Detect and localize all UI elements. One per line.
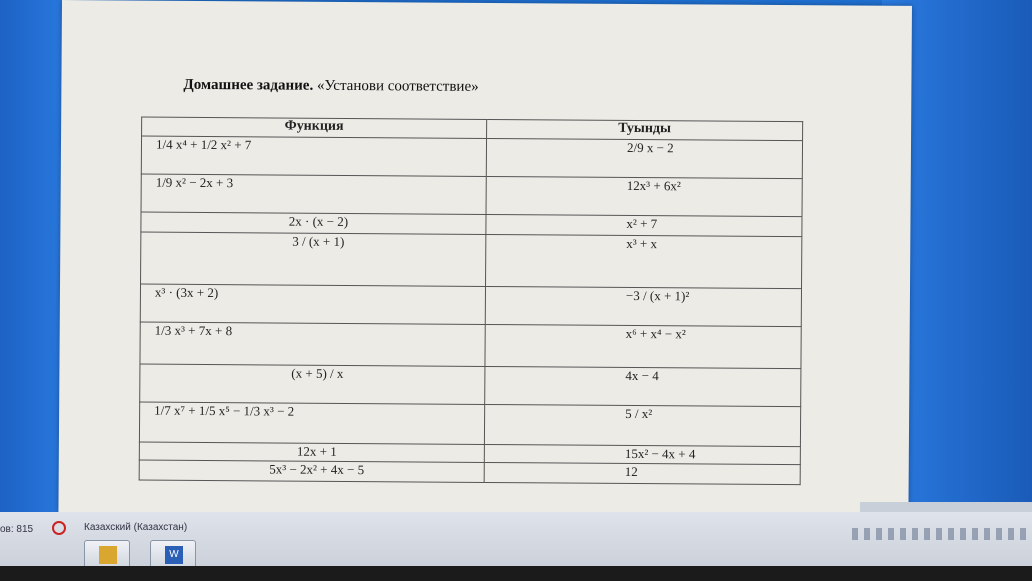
derivative-cell: [484, 444, 800, 464]
derivative-cell: [484, 404, 800, 446]
function-cell: [141, 136, 486, 176]
table-row: [139, 402, 800, 447]
derivative-expression: 12: [624, 463, 638, 480]
derivative-expression: 5 / x²: [625, 405, 653, 422]
table-row: [141, 174, 802, 217]
table-row: [141, 232, 802, 289]
function-cell: [141, 174, 486, 214]
function-expression: 5x³ − 2x² + 4x − 5: [269, 461, 365, 478]
document-page: [58, 0, 912, 518]
function-cell: [141, 212, 486, 234]
word-icon: W: [165, 546, 183, 564]
derivative-expression: −3 / (x + 1)²: [625, 287, 690, 304]
function-expression: x³ · (3x + 2): [154, 284, 219, 301]
word-count-status: ов: 815: [0, 524, 34, 535]
table-row: [140, 322, 801, 369]
function-cell: [140, 284, 485, 324]
function-cell: [140, 322, 485, 366]
language-indicator[interactable]: Казахский (Казахстан): [84, 522, 188, 533]
function-expression: 2x · (x − 2): [288, 213, 349, 230]
function-expression: 1/9 x² − 2x + 3: [155, 174, 234, 191]
table-row: [139, 460, 800, 485]
function-expression: 3 / (x + 1): [292, 233, 345, 249]
derivative-expression: 4x − 4: [625, 367, 659, 384]
title-rest: «Установи соответствие»: [316, 77, 479, 95]
derivative-cell: [486, 214, 802, 236]
matching-table: [139, 117, 804, 486]
table-row: [140, 284, 801, 327]
function-expression: 1/3 x³ + 7x + 8: [154, 322, 233, 339]
derivative-expression: x³ + x: [626, 235, 658, 252]
table-row: [140, 364, 801, 407]
spellcheck-icon[interactable]: [52, 521, 66, 535]
derivative-expression: x² + 7: [626, 215, 658, 232]
derivative-expression: 12x³ + 6x²: [626, 177, 681, 194]
derivative-expression: 2/9 x − 2: [626, 139, 674, 156]
monitor-bezel: [0, 566, 1032, 581]
derivative-cell: [486, 138, 802, 178]
function-cell: [141, 232, 486, 286]
function-cell: [139, 460, 484, 482]
column-header-derivative: Туынды: [487, 119, 803, 140]
tray-icons[interactable]: [852, 528, 1032, 540]
derivative-cell: [484, 462, 800, 484]
derivative-cell: [486, 176, 802, 216]
title-bold: Домашнее задание.: [183, 76, 314, 94]
folder-icon: [99, 546, 117, 564]
derivative-expression: 15x² − 4x + 4: [624, 445, 696, 462]
function-expression: (x + 5) / x: [291, 365, 344, 381]
derivative-cell: [485, 286, 801, 326]
page-title: [183, 77, 478, 96]
derivative-expression: x⁶ + x⁴ − x²: [625, 325, 686, 342]
table-row: [141, 136, 802, 179]
function-expression: 1/4 x⁴ + 1/2 x² + 7: [155, 136, 252, 153]
function-cell: [139, 442, 484, 462]
column-header-function: Функция: [142, 117, 487, 138]
derivative-cell: [486, 234, 802, 288]
function-expression: 12x + 1: [296, 443, 337, 459]
function-expression: 1/7 x⁷ + 1/5 x⁵ − 1/3 x³ − 2: [154, 402, 295, 419]
derivative-cell: [485, 324, 801, 368]
derivative-cell: [485, 366, 801, 406]
function-cell: [139, 402, 484, 444]
function-cell: [140, 364, 485, 404]
